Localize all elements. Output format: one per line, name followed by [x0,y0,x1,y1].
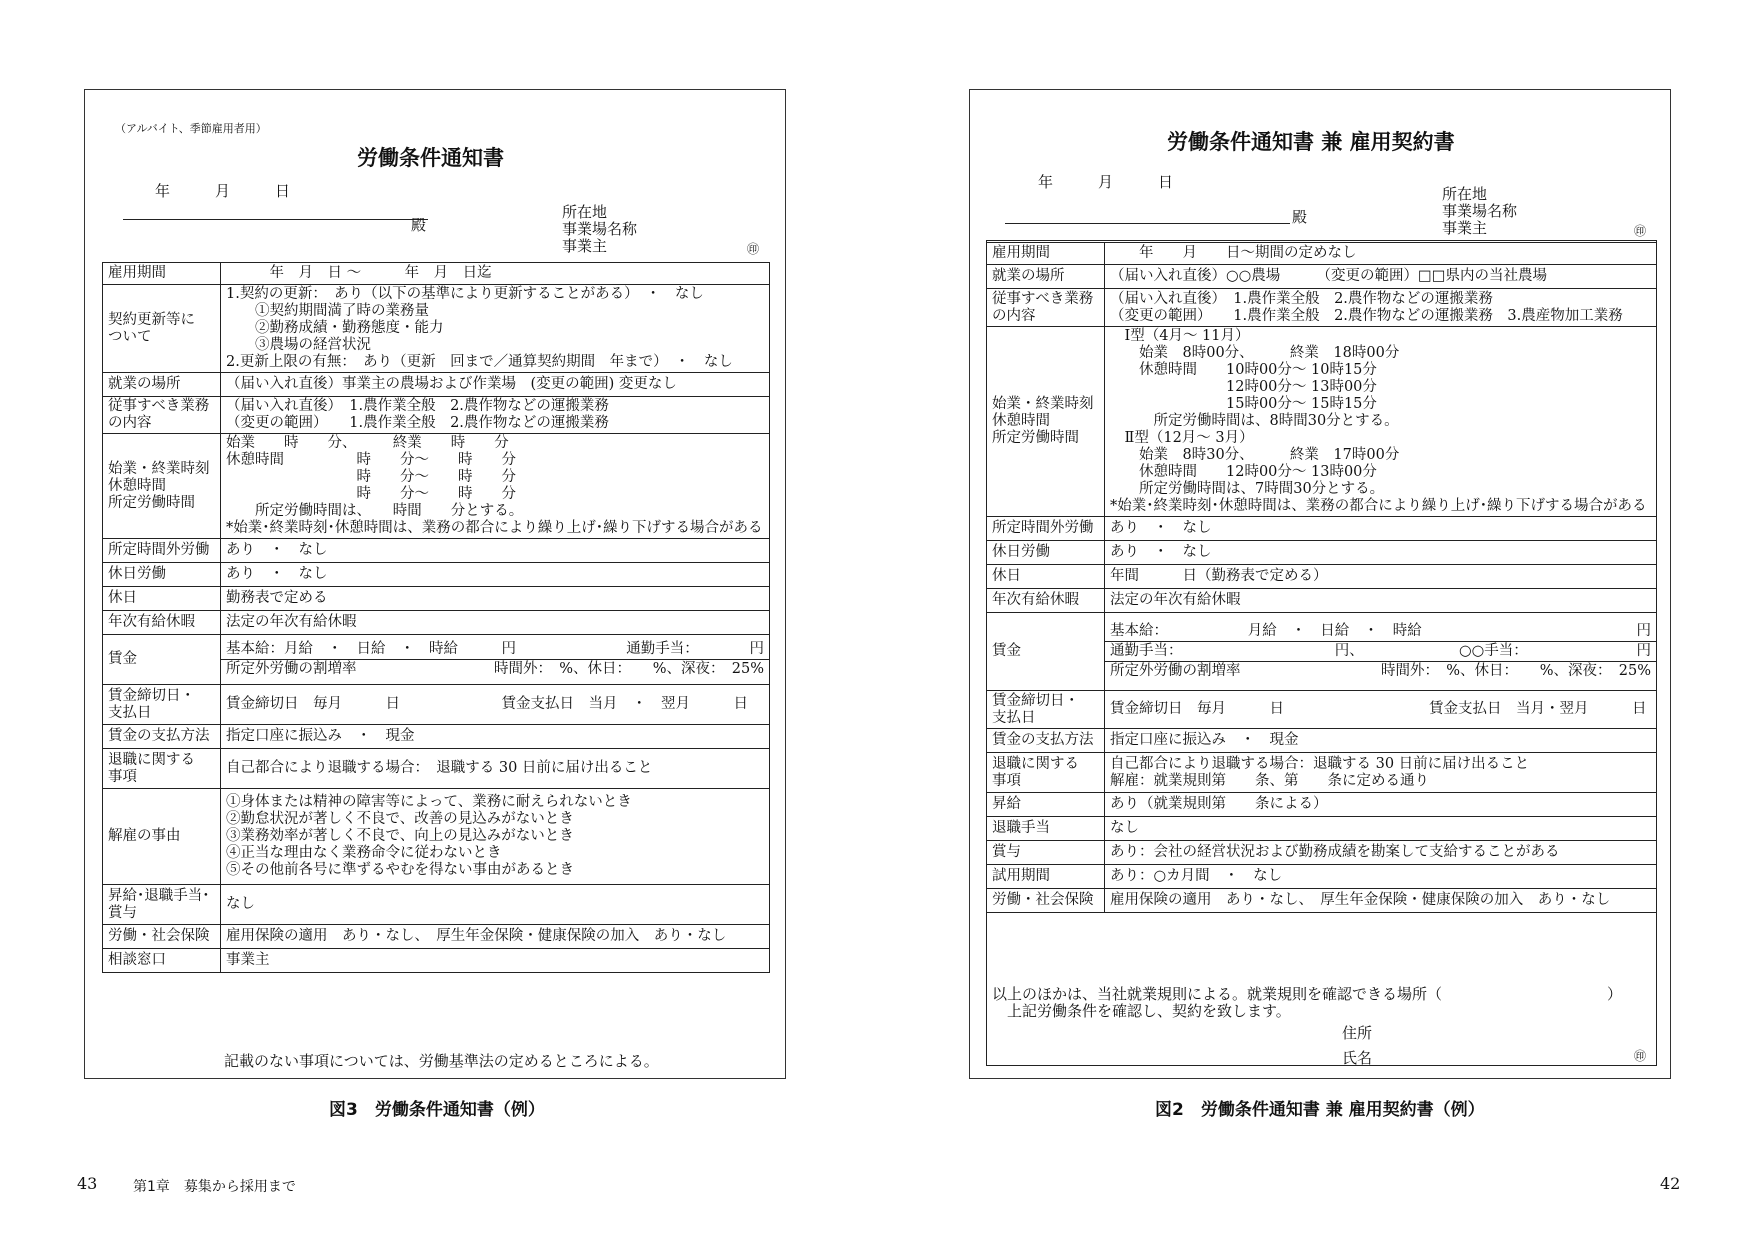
row-label-line: の内容 [108,415,152,431]
row-content [221,587,770,611]
row-label [103,373,221,397]
row-content-line: 始業 8時00分、 終業 18時00分 [1110,345,1400,361]
right-sign-seal: ㊞ [1634,1049,1647,1063]
row-label-line: 休日労働 [992,544,1050,560]
row-content [1105,793,1657,817]
table-row [103,563,770,587]
row-content [221,539,770,563]
row-label-line: 賃金締切日・ [992,692,1079,709]
left-wage-premium-label: 所定外労働の割増率 [226,661,357,677]
row-content [221,725,770,749]
table-row [103,789,770,885]
row-content-line: 自己都合により退職する場合： 退職する 30 日前に届け出ること [226,760,653,776]
row-content-line: あり：○カ月間 ・ なし [1110,868,1283,884]
row-label [987,889,1105,913]
row-label [987,327,1105,517]
row-label-line: 契約更新等に [108,311,195,328]
row-label-line: 休日 [992,568,1021,584]
left-employer-business: 事業場名称 [562,220,638,238]
row-label [103,397,221,434]
row-content-line: 始業 8時30分、 終業 17時00分 [1110,447,1400,463]
row-content [1105,753,1657,793]
right-conditions-table [986,242,1657,913]
row-label-line: の内容 [992,307,1036,324]
row-label [103,749,221,789]
row-content-line: 年 月 日 〜 年 月 日迄 [226,265,492,281]
row-label-line: 就業の場所 [992,268,1065,284]
row-content-line: 事業主 [226,952,270,968]
row-label-line: 相談窓口 [108,952,166,968]
row-content [221,789,770,885]
row-content-line: あり ・ なし [1110,520,1212,536]
table-row [103,263,770,285]
left-wage-label: 賃金 [103,635,221,685]
row-content-line: 自己都合により退職する場合：退職する 30 日前に届け出ること [1110,755,1530,772]
row-label-line: 解雇の事由 [108,828,181,844]
row-label-line: 年次有給休暇 [992,592,1079,608]
row-label [103,789,221,885]
right-wage-base-unit: 円 [1636,623,1651,639]
row-label-line: 休日 [108,590,137,606]
row-label-line: 年次有給休暇 [108,614,195,630]
row-content [1105,327,1657,517]
row-label [103,925,221,949]
right-page-number: 42 [1660,1174,1681,1193]
row-label-line: 賃金の支払方法 [992,732,1094,748]
row-content-line: *始業･終業時刻･休憩時間は、業務の都合により繰り上げ･繰り下げする場合がある [1110,498,1647,514]
left-employer-address: 所在地 [562,203,608,221]
row-content-line: Ⅰ型（4月〜 11月） [1110,328,1250,344]
row-content-line: ①身体または精神の障害等によって、業務に耐えられないとき [226,794,632,810]
row-content-line: 年間 日（勤務表で定める） [1110,568,1328,584]
row-content-line: 休憩時間 12時00分〜 13時00分 [1110,464,1377,480]
row-content-line: ③業務効率が著しく不良で、向上の見込みがないとき [226,828,574,844]
row-content-line: あり：会社の経営状況および勤務成績を勘案して支給することがある [1110,844,1560,860]
right-wage-commute: 通勤手当： 円、 [1110,643,1364,659]
row-content [1105,289,1657,327]
row-label [987,865,1105,889]
right-figure-caption: 図2 労働条件通知書 兼 雇用契約書（例） [1155,1100,1485,1120]
row-content-line: （届い入れ直後） 1.農作業全般 2.農作物などの運搬業務 [1110,290,1493,307]
right-date-line: 年 月 日 [1038,173,1174,191]
table-row [987,865,1657,889]
row-label-line: 退職に関する [108,751,195,768]
table-row [987,289,1657,327]
row-content [221,397,770,434]
right-wage-other-allowance: ○○手当： 円 [1458,643,1651,659]
row-content-line: 雇用保険の適用 あり・なし、 厚生年金保険・健康保険の加入 あり・なし [1110,892,1611,908]
row-label [987,517,1105,541]
row-label-line: 労働・社会保険 [992,892,1094,908]
row-label-line: 賃金締切日・ [108,687,195,704]
right-wage-premium-rates: 時間外： %、休日： %、深夜： 25% [1380,663,1651,679]
row-content-line: （届い入れ直後）○○農場 （変更の範囲）□□県内の当社農場 [1110,268,1547,284]
row-label-line: 始業・終業時刻 [992,396,1094,412]
row-content-line: 2.更新上限の有無： あり（更新 回まで／通算契約期間 年まで） ・ なし [226,354,733,370]
left-wage-base: 基本給：月給 ・ 日給 ・ 時給 円 [226,641,516,657]
table-row [987,565,1657,589]
row-label [987,565,1105,589]
row-content-line: 始業 時 分、 終業 時 分 [226,435,509,451]
left-subtitle: （アルバイト、季節雇用者用） [115,122,267,135]
table-row [987,265,1657,289]
row-label-line: 事項 [992,772,1021,789]
right-employer-address: 所在地 [1442,185,1488,203]
row-label-line: 退職に関する [992,755,1079,772]
row-label [103,685,221,725]
row-content-line: あり（就業規則第 条による） [1110,796,1328,812]
row-content [1105,589,1657,613]
row-content-line: 年 月 日〜期間の定めなし [1110,245,1357,261]
row-content [1105,565,1657,589]
right-footer-line-2: 上記労働条件を確認し、契約を致します。 [992,1002,1291,1020]
left-wage-commute: 通勤手当： 円 [626,641,764,657]
table-row [103,925,770,949]
right-wage-label: 賃金 [987,613,1105,691]
table-row [103,725,770,749]
left-seal-mark: ㊞ [747,242,760,256]
row-label [987,729,1105,753]
table-row [103,434,770,539]
left-page-number: 43 [77,1174,98,1193]
right-addressee-line [1005,222,1290,224]
table-row [103,285,770,373]
left-addressee-suffix: 殿 [411,216,427,234]
row-content-line: 指定口座に振込み ・ 現金 [226,728,415,744]
row-label-line: 支払日 [108,704,152,721]
right-employer-owner: 事業主 [1442,219,1488,237]
row-content-line: 指定口座に振込み ・ 現金 [1110,732,1299,748]
table-row [987,589,1657,613]
row-content [1105,865,1657,889]
row-content [221,925,770,949]
left-employer-owner: 事業主 [562,237,608,255]
row-label [987,841,1105,865]
row-content-line: 12時00分〜 13時00分 [1110,379,1377,395]
row-content-line: （変更の範囲） 1.農作業全般 2.農作物などの運搬業務 [226,415,609,431]
table-row [987,243,1657,265]
row-content [1105,243,1657,265]
row-content-line: 1.契約の更新： あり（以下の基準により更新することがある） ・ なし [226,286,704,302]
row-label-line: 雇用期間 [992,245,1050,261]
table-row [103,611,770,635]
row-content-line: ③農場の経営状況 [226,337,371,353]
row-label [987,793,1105,817]
row-content [1105,265,1657,289]
row-content-line: ①契約期間満了時の業務量 [226,303,429,319]
left-document-frame [84,89,786,1079]
row-label [987,589,1105,613]
left-footer-note: 記載のない事項については、労働基準法の定めるところによる。 [224,1052,659,1070]
table-row [987,691,1657,729]
right-title: 労働条件通知書 兼 雇用契約書 [1167,130,1455,154]
row-label [103,285,221,373]
left-employer-block [562,204,637,255]
row-content-line: ④正当な理由なく業務命令に従わないとき [226,845,502,861]
row-content-line: ②勤怠状況が著しく不良で、改善の見込みがないとき [226,811,574,827]
row-content [1105,841,1657,865]
row-content [221,434,770,539]
row-label [103,949,221,973]
table-row [103,885,770,925]
row-content-line: 賃金締切日 毎月 日 賃金支払日 当月 ・ 翌月 日 [226,696,748,712]
row-content [221,263,770,285]
row-label-line: 休憩時間 [992,413,1050,429]
row-content [1105,541,1657,565]
row-label-line: 始業・終業時刻 [108,460,210,477]
left-wage-row [103,635,770,685]
table-row [103,397,770,434]
right-addressee-suffix: 殿 [1292,208,1308,226]
right-document-frame [969,89,1671,1079]
row-label-line: 従事すべき業務 [108,398,210,414]
row-label-line: 昇給 [992,796,1021,812]
row-label-line: 休日労働 [108,566,166,582]
row-content-line: 時 分〜 時 分 [226,486,516,502]
table-row [987,889,1657,913]
row-label-line: 労働・社会保険 [108,928,210,944]
row-content-line: 解雇：就業規則第 条、第 条に定める通り [1110,772,1429,789]
table-row [987,541,1657,565]
row-label [103,885,221,925]
table-row [987,817,1657,841]
row-content-line: 所定労働時間は、8時間30分とする。 [1110,413,1399,429]
row-label [987,753,1105,793]
chapter-title: 第1章 募集から採用まで [133,1179,296,1195]
row-content [221,749,770,789]
row-label [987,243,1105,265]
row-content [1105,817,1657,841]
row-content-line: *始業･終業時刻･休憩時間は、業務の都合により繰り上げ･繰り下げする場合がある [226,520,763,536]
row-label-line: ついて [108,328,152,345]
row-label-line: 所定時間外労働 [992,520,1094,536]
table-row [103,685,770,725]
table-row [103,539,770,563]
row-label-line: 賞与 [108,904,137,921]
row-label-line: 所定労働時間 [108,494,195,511]
right-sign-name: 氏名 [1342,1049,1373,1067]
row-content-line: なし [1110,820,1139,836]
row-content-line: 勤務表で定める [226,590,328,606]
row-content-line: 法定の年次有給休暇 [226,614,357,630]
row-content [221,611,770,635]
row-label-line: 賞与 [992,844,1021,860]
row-label-line: 就業の場所 [108,376,181,392]
row-label [987,265,1105,289]
row-label [103,539,221,563]
row-label [987,289,1105,327]
row-content [221,885,770,925]
row-content [221,285,770,373]
table-row [987,729,1657,753]
left-wage-premium-rates: 時間外： %、休日： %、深夜： 25% [493,661,764,677]
row-content-line: 賃金締切日 毎月 日 賃金支払日 当月・翌月 日 [1110,701,1647,717]
row-content-line: 15時00分〜 15時15分 [1110,396,1377,412]
table-row [103,587,770,611]
row-content [221,563,770,587]
row-content-line: 雇用保険の適用 あり・なし、 厚生年金保険・健康保険の加入 あり・なし [226,928,727,944]
row-label-line: 賃金の支払方法 [108,728,210,744]
right-wage-row [987,613,1657,691]
row-label-line: 従事すべき業務 [992,290,1094,307]
table-row [987,753,1657,793]
row-content-line: （変更の範囲） 1.農作業全般 2.農作物などの運搬業務 3.農産物加工業務 [1110,307,1623,324]
row-label [103,563,221,587]
table-row [103,749,770,789]
row-label [987,541,1105,565]
row-content-line: あり ・ なし [226,542,328,558]
table-row [987,327,1657,517]
row-content-line: 所定労働時間は、 時間 分とする。 [226,503,524,519]
row-label-line: 支払日 [992,709,1036,726]
row-content-line: （届い入れ直後）事業主の農場および作業場 (変更の範囲) 変更なし [226,376,677,392]
row-label-line: 退職手当 [992,820,1050,836]
row-content [1105,517,1657,541]
row-label-line: 休憩時間 [108,477,166,494]
row-label-line: 事項 [108,768,137,785]
row-label-line: 所定時間外労働 [108,542,210,558]
row-content-line: 休憩時間 10時00分〜 10時15分 [1110,362,1377,378]
row-content [1105,889,1657,913]
row-content-line: あり ・ なし [226,566,328,582]
left-title: 労働条件通知書 [357,146,504,170]
table-row [103,949,770,973]
row-label [103,611,221,635]
left-figure-caption: 図3 労働条件通知書（例） [329,1100,545,1120]
row-label [103,587,221,611]
right-sign-address: 住所 [1342,1024,1373,1042]
table-row [987,793,1657,817]
left-conditions-table [102,262,770,973]
row-content-line: ②勤務成績・勤務態度・能力 [226,320,444,336]
row-label [987,817,1105,841]
row-content-line: Ⅱ型（12月〜 3月） [1110,430,1254,446]
table-row [987,517,1657,541]
row-content-line: （届い入れ直後） 1.農作業全般 2.農作物などの運搬業務 [226,398,609,414]
right-employer-block [1442,186,1517,237]
row-content [221,949,770,973]
row-label [103,434,221,539]
row-label-line: 雇用期間 [108,265,166,281]
row-content-line: ⑤その他前各号に準ずるやむを得ない事由があるとき [226,862,574,878]
row-label [103,263,221,285]
row-content-line: 時 分〜 時 分 [226,469,516,485]
row-content-line: 休憩時間 時 分〜 時 分 [226,452,516,468]
right-wage-base: 基本給： 月給 ・ 日給 ・ 時給 [1110,623,1422,639]
table-row [987,841,1657,865]
row-content [1105,691,1657,729]
row-label-line: 試用期間 [992,868,1050,884]
left-date-line: 年 月 日 [155,182,291,200]
left-addressee-line [123,218,428,220]
table-row [103,373,770,397]
right-footer-line-1: 以上のほかは、当社就業規則による。就業規則を確認できる場所（ ） [992,985,1623,1003]
row-label-line: 所定労働時間 [992,430,1079,446]
row-content [221,373,770,397]
right-seal-mark: ㊞ [1634,224,1647,238]
right-wage-premium-label: 所定外労働の割増率 [1110,663,1241,679]
row-content [221,685,770,725]
row-content-line: あり ・ なし [1110,544,1212,560]
row-label [987,691,1105,729]
row-label [103,725,221,749]
row-content [1105,729,1657,753]
row-content-line: なし [226,896,255,912]
row-content-line: 法定の年次有給休暇 [1110,592,1241,608]
row-label-line: 昇給･退職手当･ [108,887,210,904]
right-employer-business: 事業場名称 [1442,202,1518,220]
row-content-line: 所定労働時間は、7時間30分とする。 [1110,481,1385,497]
right-footer-block [992,986,1622,1020]
